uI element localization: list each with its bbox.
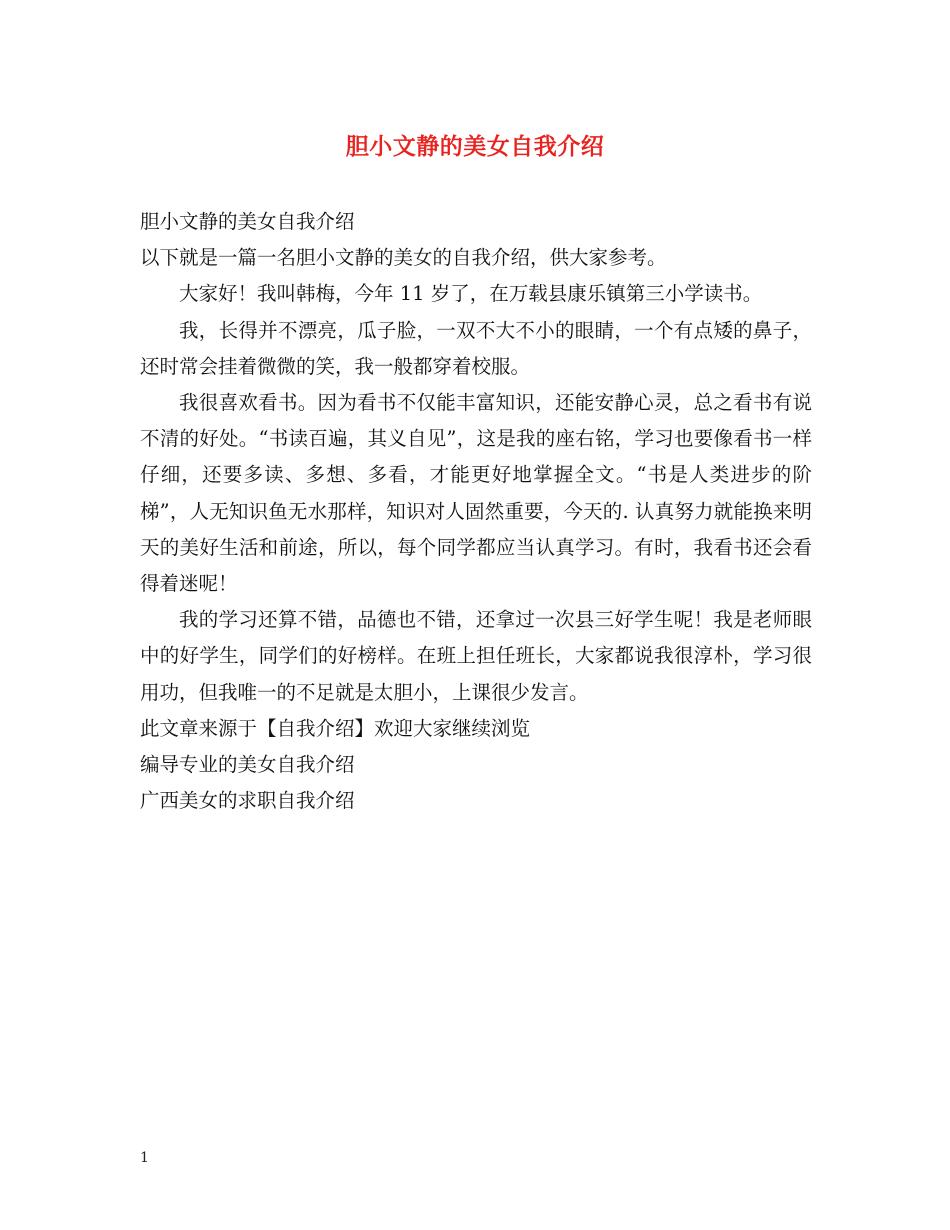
document-body	[140, 204, 812, 819]
paragraph-greeting: 大家好！我叫韩梅，今年 11 岁了，在万载县康乐镇第三小学读书。	[179, 282, 763, 306]
source-line: 此文章来源于【自我介绍】欢迎大家继续浏览	[140, 716, 531, 740]
related-article-link[interactable]: 编导专业的美女自我介绍	[140, 753, 355, 777]
paragraph-reading: 我很喜欢看书。因为看书不仅能丰富知识，还能安静心灵，总之看书有说不清的好处。“书读百遍，其义自见”，这是我的座右铭，学习也要像看书一样仔细，还要多读、多想、多看，才能更好地掌握全文。“书是人类进步的阶梯”，人无知识鱼无水那样，知识对人固然重要，今天的. 认真努力就能换来明天的美好生活和前途，所以，每个同学都应当认真学习。有时，我看书还会看得着迷呢！	[140, 391, 812, 596]
subtitle-line: 胆小文静的美女自我介绍	[140, 210, 355, 233]
intro-line: 以下就是一篇一名胆小文静的美女的自我介绍，供大家参考。	[140, 246, 667, 270]
page-number: 1	[140, 1150, 149, 1166]
paragraph-study: 我的学习还算不错，品德也不错，还拿过一次县三好学生呢！我是老师眼中的好学生，同学们的好榜样。在班上担任班长，大家都说我很淳朴，学习很用功，但我唯一的不足就是太胆小，上课很少发言。	[140, 608, 812, 704]
document-title: 胆小文静的美女自我介绍	[345, 133, 605, 160]
related-article-link[interactable]: 广西美女的求职自我介绍	[140, 789, 355, 813]
paragraph-appearance: 我，长得并不漂亮，瓜子脸，一双不大不小的眼睛，一个有点矮的鼻子，还时常会挂着微微的笑，我一般都穿着校服。	[140, 318, 812, 378]
